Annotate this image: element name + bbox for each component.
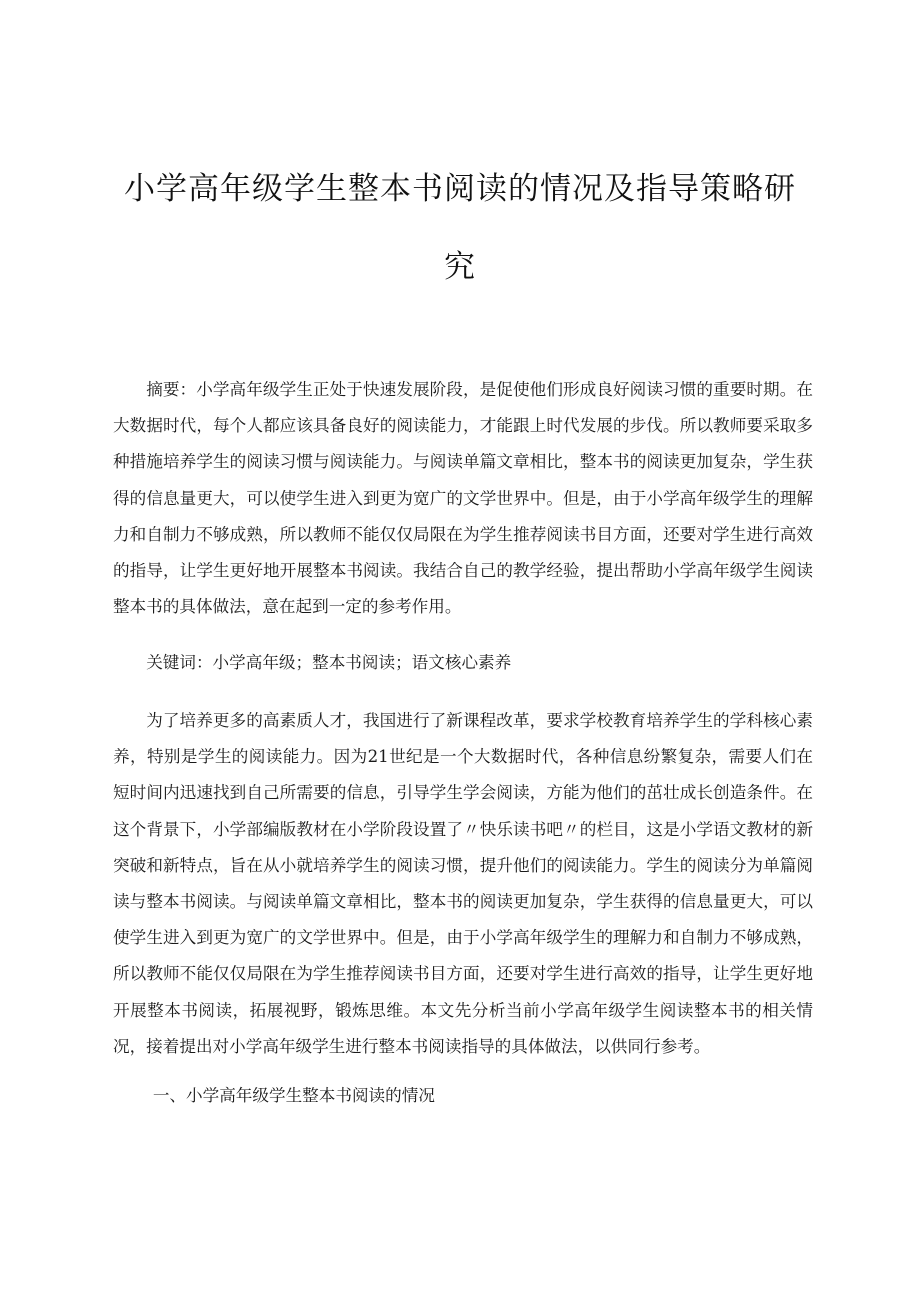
body-paragraph: 为了培养更多的高素质人才，我国进行了新课程改革，要求学校教育培养学生的学科核心素养，特别是学生的阅读能力。因为21世纪是一个大数据时代，各种信息纷繁复杂，需要人们在短时间内迅速找到自己所需要的信息，引导学生学会阅读，方能为他们的茁壮成长创造条件。在这个背景下，小学部编版教材在小学阶段设置了〃快乐读书吧〃的栏目，这是小学语文教材的新突破和新特点，旨在从小就培养学生的阅读习惯，提升他们的阅读能力。学生的阅读分为单篇阅读与整本书阅读。与阅读单篇文章相比，整本书的阅读更加复杂，学生获得的信息量更大，可以使学生进入到更为宽广的文学世界中。但是，由于小学高年级学生的理解力和自制力不够成熟，所以教师不能仅仅局限在为学生推荐阅读书目方面，还要对学生进行高效的指导，让学生更好地开展整本书阅读，拓展视野，锻炼思维。本文先分析当前小学高年级学生阅读整本书的相关情况，接着提出对小学高年级学生进行整本书阅读指导的具体做法，以供同行参考。 [113, 711, 813, 1056]
keywords-line: 关键词：小学高年级；整本书阅读；语文核心素养 [146, 653, 512, 672]
document-title: 小学高年级学生整本书阅读的情况及指导策略研究 [124, 171, 796, 285]
section-heading: 一、小学高年级学生整本书阅读的情况 [152, 1086, 435, 1105]
abstract-paragraph: 摘要：小学高年级学生正处于快速发展阶段，是促使他们形成良好阅读习惯的重要时期。在大数据时代，每个人都应该具备良好的阅读能力，才能跟上时代发展的步伐。所以教师要采取多种措施培养学生的阅读习惯与阅读能力。与阅读单篇文章相比，整本书的阅读更加复杂，学生获得的信息量更大，可以使学生进入到更为宽广的文学世界中。但是，由于小学高年级学生的理解力和自制力不够成熟，所以教师不能仅仅局限在为学生推荐阅读书目方面，还要对学生进行高效的指导，让学生更好地开展整本书阅读。我结合自己的教学经验，提出帮助小学高年级学生阅读整本书的具体做法，意在起到一定的参考作用。 [113, 380, 813, 617]
